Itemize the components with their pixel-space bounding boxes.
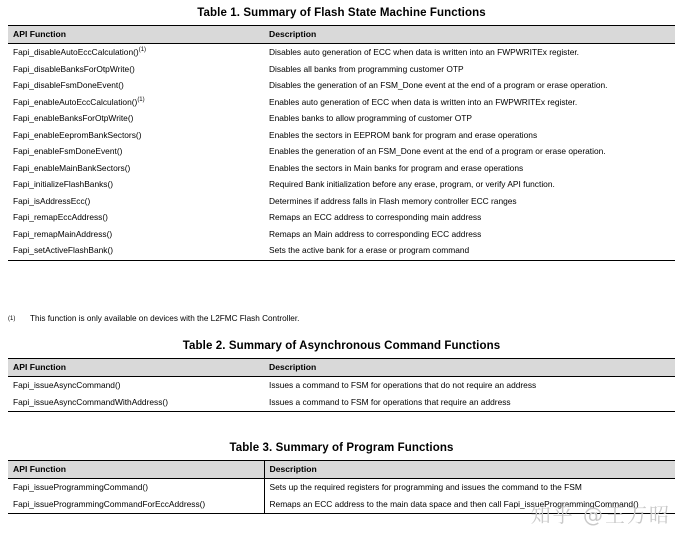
description-cell: Disables all banks from programming customer OTP	[269, 63, 464, 74]
description-cell: Sets up the required registers for programming and issues the command to the FSM	[269, 482, 582, 492]
api-function-cell: Fapi_issueAsyncCommandWithAddress()	[8, 394, 264, 412]
table-row	[8, 143, 675, 160]
description-cell: Remaps an ECC address to corresponding main address	[269, 212, 482, 222]
description-cell: Remaps an ECC address to the main data space and then call Fapi_issueProgrammingCommand()	[264, 496, 675, 514]
footnote-marker: (1)	[8, 316, 16, 322]
table-row	[8, 110, 675, 127]
table-row	[8, 61, 675, 78]
table-row	[8, 209, 675, 226]
table-row	[8, 44, 675, 61]
api-function-cell: Fapi_issueProgrammingCommandForEccAddress()	[8, 496, 264, 514]
table-row	[8, 242, 675, 260]
table-1	[8, 25, 675, 261]
api-function-cell	[8, 44, 264, 61]
table-row	[8, 226, 675, 243]
description-cell: Enables auto generation of ECC when data is written into an FWPWRITEx register.	[269, 96, 578, 107]
table-row	[8, 377, 675, 394]
api-function-cell	[8, 209, 264, 226]
description-cell: Issues a command to FSM for operations that require an address	[264, 394, 675, 412]
description-cell: Required Bank initialization before any erase, program, or verify API function.	[269, 179, 555, 189]
table-1-title: Table 1. Summary of Flash State Machine Functions	[197, 7, 486, 19]
table-2-col-header-api-function: API Function	[8, 359, 264, 377]
api-function-name: Fapi_remapMainAddress()	[13, 228, 113, 239]
api-function-cell: Fapi_issueProgrammingCommand()	[8, 479, 264, 496]
table-3-col-header-api-function: API Function	[8, 461, 264, 479]
description-cell: Enables the sectors in Main banks for program and erase operations	[269, 162, 524, 173]
api-function-cell	[8, 160, 264, 177]
api-function-name: Fapi_remapEccAddress()	[13, 212, 108, 222]
api-function-name: Fapi_disableAutoEccCalculation()	[13, 47, 139, 57]
description-cell: Disables auto generation of ECC when data is written into an FWPWRITEx register.	[269, 47, 580, 57]
api-function-name: Fapi_disableBanksForOtpWrite()	[13, 63, 135, 74]
table-2-col-header-description: Description	[264, 359, 675, 377]
table-row	[8, 127, 675, 144]
api-function-name: Fapi_initializeFlashBanks()	[13, 179, 114, 189]
api-function-name: Fapi_disableFsmDoneEvent()	[13, 80, 124, 90]
api-function-name: Fapi_enableBanksForOtpWrite()	[13, 113, 134, 123]
description-cell: Enables banks to allow programming of customer OTP	[269, 113, 472, 123]
table-row	[8, 160, 675, 177]
api-function-cell	[8, 226, 264, 243]
api-function-cell: Fapi_issueAsyncCommand()	[13, 380, 121, 390]
api-function-name: Fapi_setActiveFlashBank()	[13, 245, 114, 255]
api-function-name: Fapi_enableFsmDoneEvent()	[13, 146, 123, 156]
table-row	[8, 176, 675, 193]
api-function-cell	[8, 77, 264, 94]
table-row	[8, 193, 675, 210]
api-function-name: Fapi_enableEepromBankSectors()	[13, 129, 142, 140]
table-1-header-row	[8, 26, 675, 44]
table-1-block	[8, 6, 675, 261]
description-cell: Issues a command to FSM for operations that do not require an address	[269, 380, 537, 390]
table-3-header-row	[8, 461, 675, 479]
table-row	[8, 479, 675, 496]
description-cell: Remaps an Main address to corresponding ECC address	[269, 228, 482, 239]
api-function-cell	[8, 193, 264, 210]
watermark: 知乎 @王万昭	[530, 503, 671, 527]
api-function-cell	[8, 242, 264, 260]
table-2-header-row	[8, 359, 675, 377]
table-1-col-header-description: Description	[264, 26, 675, 44]
api-function-cell	[8, 176, 264, 193]
api-function-name: Fapi_isAddressEcc()	[13, 195, 91, 206]
api-function-cell	[8, 61, 264, 78]
table-row	[8, 94, 675, 111]
table-1-footnote	[8, 313, 668, 325]
footnote-reference: (1)	[137, 96, 145, 103]
api-function-cell	[8, 143, 264, 160]
api-function-cell	[8, 127, 264, 144]
api-function-name: Fapi_enableMainBankSectors()	[13, 162, 131, 173]
table-2	[8, 358, 675, 412]
table-3-title: Table 3. Summary of Program Functions	[229, 442, 454, 454]
description-cell: Determines if address falls in Flash memory controller ECC ranges	[269, 195, 517, 206]
table-row	[8, 77, 675, 94]
api-function-cell	[8, 94, 264, 111]
table-2-block	[8, 339, 675, 412]
table-3-col-header-description: Description	[264, 461, 675, 479]
description-cell: Disables the generation of an FSM_Done event at the end of a program or erase operation.	[269, 80, 608, 90]
footnote-reference: (1)	[138, 47, 147, 54]
api-function-name: Fapi_enableAutoEccCalculation()	[13, 96, 138, 107]
description-cell: Enables the sectors in EEPROM bank for program and erase operations	[269, 129, 538, 140]
description-cell: Sets the active bank for a erase or program command	[264, 242, 675, 260]
description-cell: Enables the generation of an FSM_Done event at the end of a program or erase operation.	[269, 146, 606, 156]
table-row	[8, 394, 675, 412]
table-1-col-header-api-function: API Function	[8, 26, 264, 44]
footnote-text: This function is only available on devices with the L2FMC Flash Controller.	[30, 314, 300, 323]
api-function-cell	[8, 110, 264, 127]
table-2-title: Table 2. Summary of Asynchronous Command Functions	[182, 340, 501, 352]
